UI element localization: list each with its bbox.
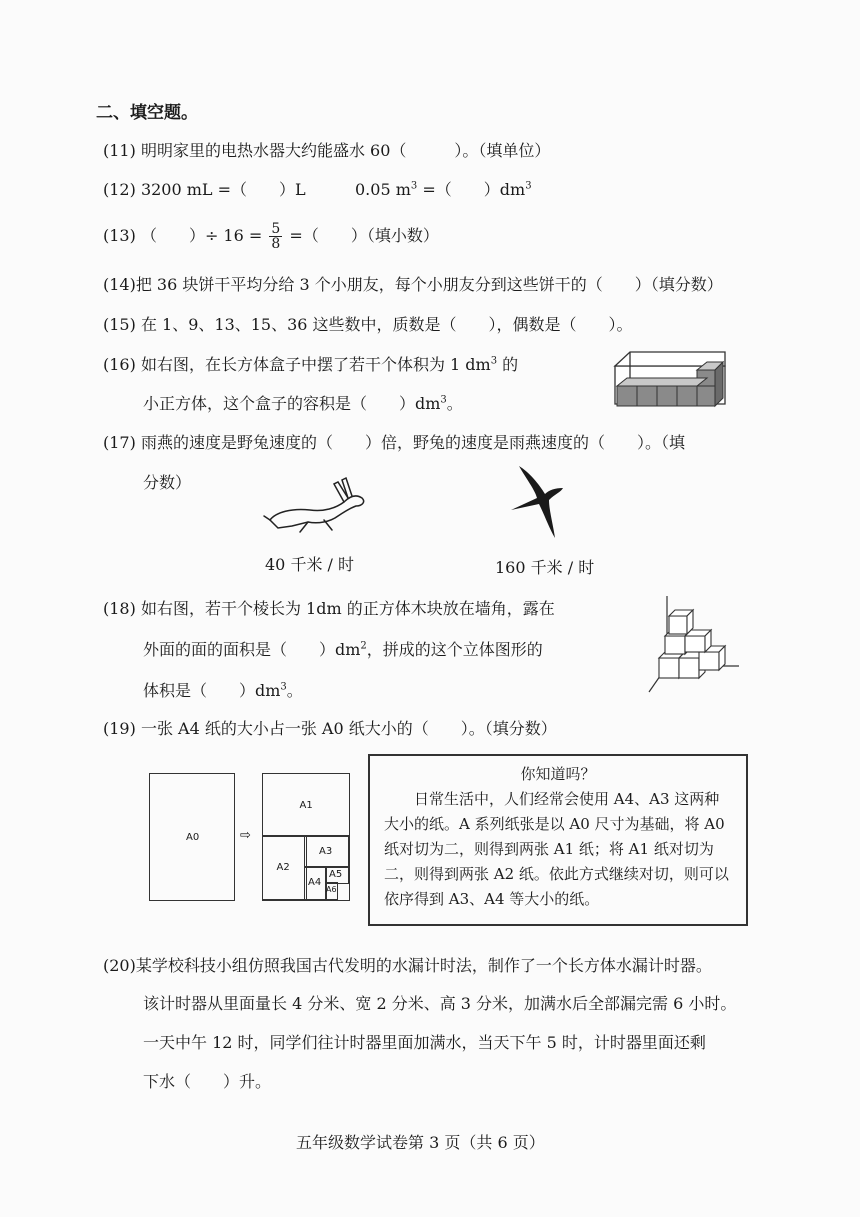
superscript: 3 — [280, 681, 287, 693]
sheet-label-a5: A5 — [329, 869, 343, 880]
question-text-part2b: =（ ）dm — [417, 180, 526, 199]
box-cubes-figure — [605, 348, 730, 416]
paper-a2 — [262, 835, 307, 900]
question-text-part2a: 0.05 m — [355, 180, 411, 199]
paper-a6 — [325, 882, 338, 900]
question-text: 。 — [446, 394, 463, 413]
question-text: 某学校科技小组仿照我国古代发明的水漏计时法，制作了一个长方体水漏计时器。 — [135, 956, 712, 975]
question-text: 把 36 块饼干平均分给 3 个小朋友，每个小朋友分到这些饼干的（ ）（填分数） — [135, 275, 723, 294]
superscript: 3 — [490, 355, 498, 367]
question-text: 小正方体，这个盒子的容积是（ ）dm — [143, 394, 441, 413]
fraction-denominator: 8 — [271, 236, 281, 252]
question-text: 。 — [286, 681, 303, 700]
question-text: 外面的面的面积是（ ）dm — [143, 640, 361, 659]
question-text-pre: （ ）÷ 16 = — [140, 226, 263, 245]
question-11 — [103, 138, 550, 161]
question-15 — [103, 312, 633, 335]
arrow-right-icon: ⇨ — [240, 828, 251, 843]
question-text: 在 1、9、13、15、36 这些数中，质数是（ ），偶数是（ ）。 — [140, 315, 633, 334]
question-number: (18) — [103, 599, 136, 618]
question-text-post: =（ ）（填小数） — [289, 226, 439, 245]
fraction — [269, 222, 282, 251]
question-number: (20) — [103, 956, 136, 975]
question-text: 如右图，若干个棱长为 1dm 的正方体木块放在墙角，露在 — [140, 599, 555, 618]
question-text: 如右图，在长方体盒子中摆了若干个体积为 1 dm — [140, 355, 491, 374]
question-text: ，拼成的这个立体图形的 — [366, 640, 543, 659]
question-text: 的 — [497, 355, 519, 374]
question-text: 明明家里的电热水器大约能盛水 60（ ）。（填单位） — [140, 141, 551, 160]
sheet-label-a1: A1 — [299, 799, 313, 811]
paper-a0-divided — [262, 773, 350, 901]
fraction-numerator: 5 — [271, 221, 281, 237]
superscript: 3 — [410, 180, 418, 192]
question-17-line2: 分数） — [143, 473, 192, 492]
superscript: 3 — [440, 394, 447, 406]
question-text-part1: 3200 mL =（ ）L — [140, 180, 306, 199]
sheet-label-a3: A3 — [319, 846, 333, 857]
question-14 — [103, 272, 723, 295]
question-text: 雨燕的速度是野兔速度的（ ）倍，野兔的速度是雨燕速度的（ ）。（填 — [140, 433, 685, 452]
question-number: (15) — [103, 315, 136, 334]
question-12 — [103, 177, 306, 200]
swift-speed-label: 160 千米 / 时 — [495, 558, 595, 577]
question-18-line2 — [143, 637, 543, 660]
question-number: (13) — [103, 226, 136, 245]
question-16-line2 — [143, 391, 463, 414]
sheet-label-a2: A2 — [276, 862, 290, 873]
question-16-line1 — [103, 352, 518, 375]
question-20-line3: 一天中午 12 时，同学们往计时器里面加满水，当天下午 5 时，计时器里面还剩 — [143, 1033, 706, 1052]
question-12-part2 — [355, 177, 532, 200]
superscript: 2 — [360, 640, 367, 652]
question-18-line1 — [103, 596, 555, 619]
did-you-know-box — [368, 754, 748, 926]
question-number: (12) — [103, 180, 136, 199]
paper-a0 — [149, 773, 235, 901]
question-20-line2: 该计时器从里面量长 4 分米、宽 2 分米、高 3 分米，加满水后全部漏完需 6 小时。 — [143, 994, 737, 1013]
rabbit-illustration — [262, 476, 372, 534]
question-13 — [103, 222, 439, 251]
sheet-label-a0: A0 — [186, 832, 200, 843]
question-17-line1 — [103, 430, 685, 453]
corner-cubes-figure — [645, 596, 740, 694]
question-text: 一张 A4 纸的大小占一张 A0 纸大小的（ ）。（填分数） — [140, 719, 557, 738]
question-number: (19) — [103, 719, 136, 738]
superscript: 3 — [525, 180, 532, 192]
rabbit-speed-label: 40 千米 / 时 — [265, 555, 355, 574]
question-number: (11) — [103, 141, 136, 160]
question-text: 体积是（ ）dm — [143, 681, 281, 700]
did-you-know-body: 日常生活中，人们经常会使用 A4、A3 这两种大小的纸。A 系列纸张是以 A0 尺寸为基础，将 A0 纸对切为二，则得到两张 A1 纸；将 A1 纸对切为二，则得到两张 A2 纸。依此方式继续对切，则可以依序得到 A3、A4 等大小的纸。 — [384, 790, 729, 908]
question-number: (17) — [103, 433, 136, 452]
question-20-line4: 下水（ ）升。 — [143, 1072, 272, 1091]
sheet-label-a4: A4 — [308, 877, 322, 888]
question-19 — [103, 716, 557, 739]
paper-a1 — [262, 773, 350, 837]
sheet-label-a6: A6 — [326, 885, 337, 894]
question-number: (16) — [103, 355, 136, 374]
question-20-line1 — [103, 953, 712, 976]
paper-a4 — [304, 866, 327, 900]
section-title: 二、填空题。 — [96, 103, 198, 123]
question-18-line3 — [143, 678, 303, 701]
paper-a3 — [304, 835, 349, 868]
swift-bird-illustration — [505, 462, 565, 542]
question-number: (14) — [103, 275, 136, 294]
did-you-know-title: 你知道吗？ — [520, 765, 596, 783]
page-footer: 五年级数学试卷第 3 页（共 6 页） — [296, 1133, 545, 1152]
